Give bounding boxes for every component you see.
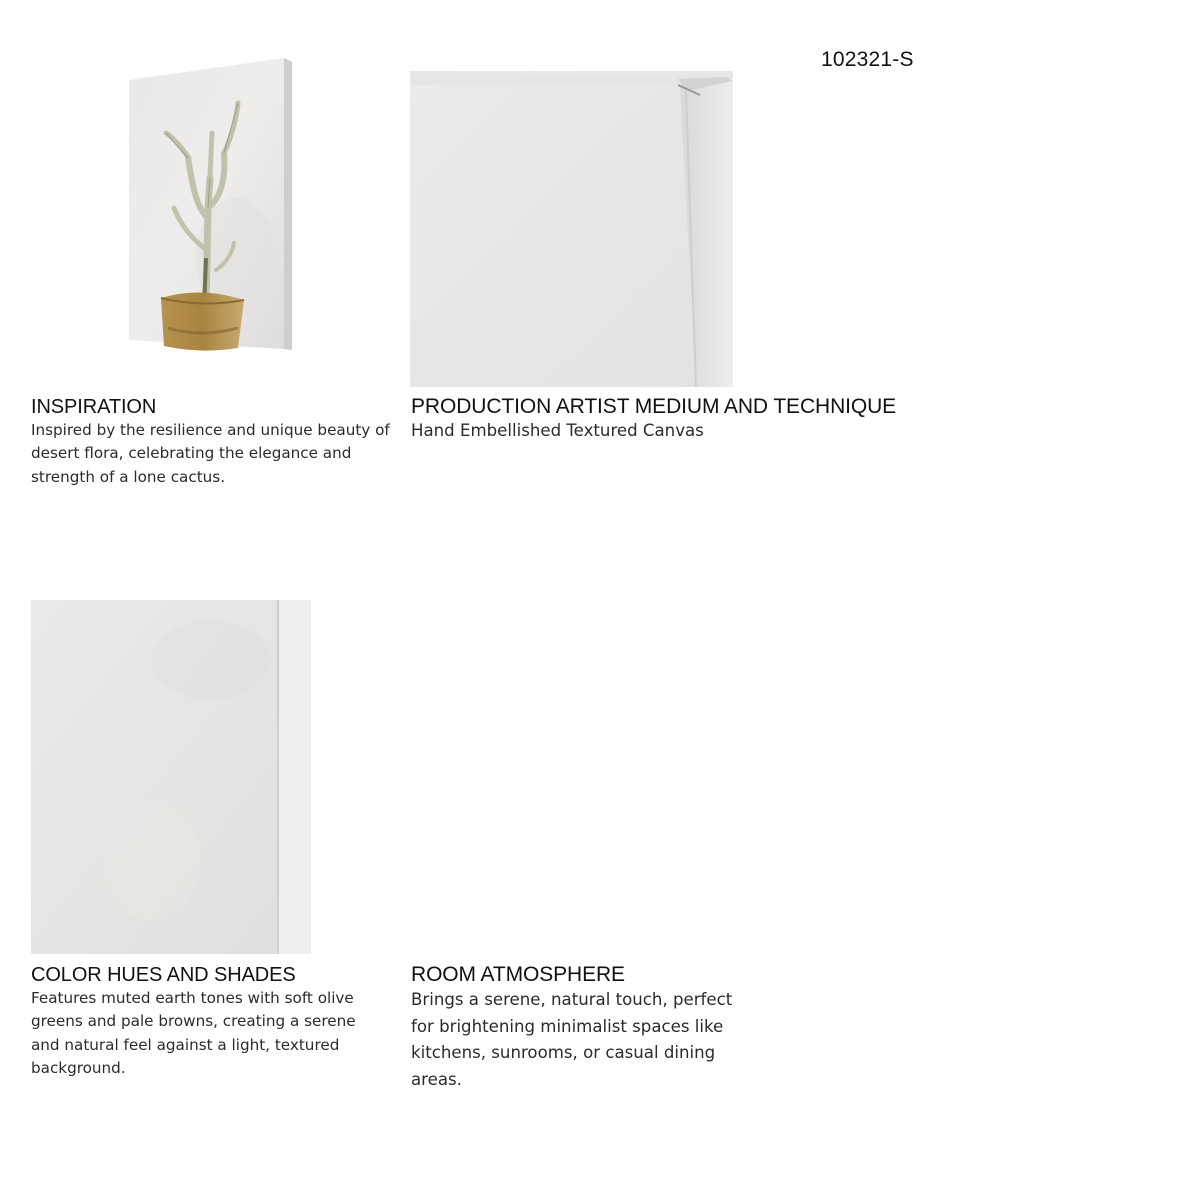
product-image — [126, 58, 296, 353]
canvas-corner-image — [410, 71, 733, 387]
canvas-edge-icon — [31, 600, 311, 954]
canvas-edge-image — [31, 600, 311, 954]
medium-title: PRODUCTION ARTIST MEDIUM AND TECHNIQUE — [411, 395, 897, 418]
medium-section — [411, 395, 931, 443]
medium-body: Hand Embellished Textured Canvas — [411, 421, 704, 440]
room-title: ROOM ATMOSPHERE — [411, 963, 625, 986]
canvas-cactus-icon — [126, 58, 296, 353]
inspiration-section — [31, 395, 391, 489]
inspiration-body: Inspired by the resilience and unique beauty of desert flora, celebrating the elegance and strength of a lone cactus. — [31, 421, 390, 486]
color-body: Features muted earth tones with soft olive greens and pale browns, creating a serene and natural feel against a light, textured background. — [31, 989, 356, 1077]
sku-label: 102321-S — [821, 48, 914, 71]
inspiration-title: INSPIRATION — [31, 396, 157, 418]
canvas-corner-icon — [410, 71, 733, 387]
color-title: COLOR HUES AND SHADES — [31, 964, 296, 986]
color-section — [31, 963, 376, 1080]
room-body: Brings a serene, natural touch, perfect for brightening minimalist spaces like kitchens, sunrooms, or casual dining areas. — [411, 990, 733, 1090]
room-section — [411, 963, 756, 1094]
